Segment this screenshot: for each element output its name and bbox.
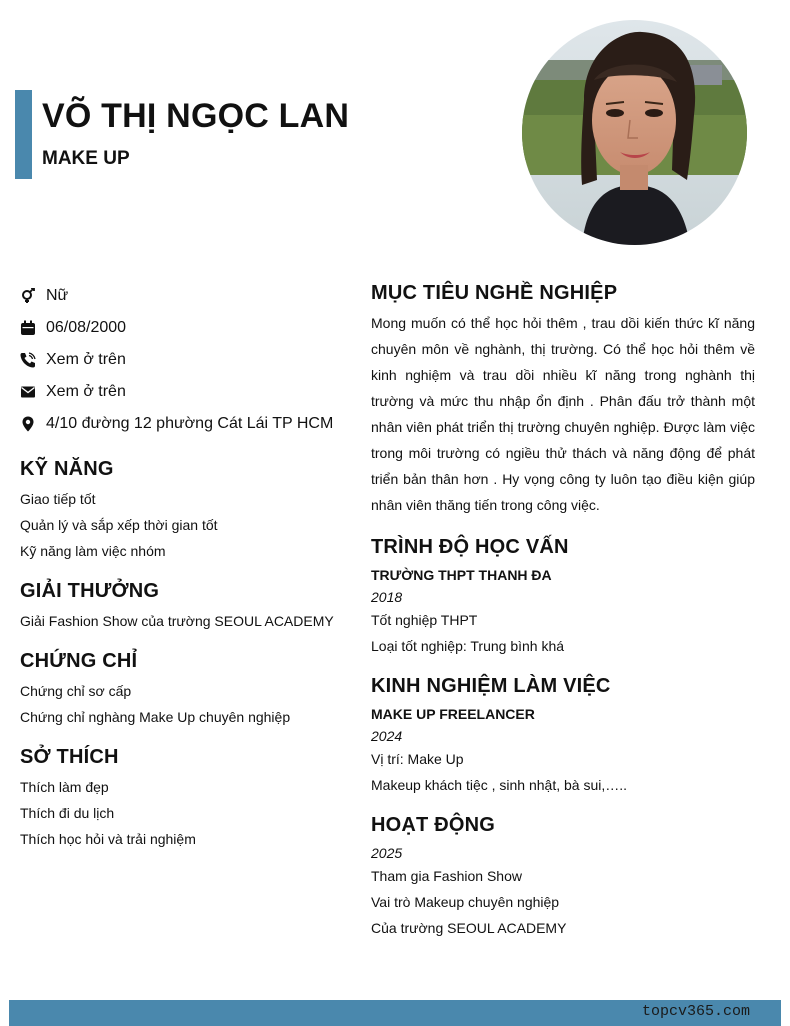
footer-bar [9,1000,781,1026]
skill-item: Kỹ năng làm việc nhóm [20,543,166,559]
education-line: Loại tốt nghiệp: Trung bình khá [371,638,565,654]
hobby-item: Thích đi du lịch [20,805,115,821]
contact-gender-text: Nữ [46,287,69,304]
left-column [20,280,350,852]
certificates-title: CHỨNG CHỈ [20,650,138,672]
awards-title: GIẢI THƯỞNG [20,580,160,602]
location-icon [20,416,36,432]
hobby-item: Thích làm đẹp [20,779,109,795]
certificate-item: Chứng chỉ sơ cấp [20,683,132,699]
contact-address [20,408,350,440]
skills-title: KỸ NĂNG [20,458,114,480]
objective-text: Mong muốn có thể học hỏi thêm , trau dồi kiến thức kĩ năng chuyên môn về nghành, thị trường. Có thể học hỏi thêm về kinh nghiệm và trau dồi nhiều kĩ năng trong nghành thị trường và mức thu nhập ổn định . Phân đấu trở thành một nhân viên phát triển thị trường chuyên nghiệp. Được làm việc trong môi trường có ngiều thử thách và năng động để phát triển bản thân hơn . Hy vọng công ty luôn tạo điều kiện giúp nhân viên thăng tiến trong công việc. [371,315,755,513]
experience-title: KINH NGHIỆM LÀM VIỆC [371,675,611,697]
experience-line: Vị trí: Make Up [371,751,464,767]
phone-icon [20,352,36,368]
skill-item: Quản lý và sắp xếp thời gian tốt [20,517,218,533]
name-accent-bar [15,90,32,179]
contact-phone [20,344,350,376]
contact-birthday-text: 06/08/2000 [46,319,127,336]
hobbies-title: SỞ THÍCH [20,746,119,768]
contact-email [20,376,350,408]
experience-year: 2024 [371,728,403,744]
job-title: MAKE UP [42,148,130,169]
candidate-name: VÕ THỊ NGỌC LAN [42,97,350,135]
activity-line: Tham gia Fashion Show [371,868,522,884]
education-year: 2018 [371,589,403,605]
award-item: Giải Fashion Show của trường SEOUL ACADEMY [20,613,334,629]
activities-year: 2025 [371,845,403,861]
contact-gender [20,280,350,312]
right-column [371,282,755,941]
contact-birthday [20,312,350,344]
skill-item: Giao tiếp tốt [20,491,96,507]
activity-line: Của trường SEOUL ACADEMY [371,920,567,936]
education-line: Tốt nghiệp THPT [371,612,478,628]
activity-line: Vai trò Makeup chuyên nghiệp [371,894,560,910]
profile-photo [522,20,747,245]
education-title: TRÌNH ĐỘ HỌC VẤN [371,536,569,558]
calendar-icon [20,320,36,336]
experience-line: Makeup khách tiệc , sinh nhật, bà sui,….. [371,777,628,793]
gender-icon [20,288,36,304]
education-school: TRƯỜNG THPT THANH ĐA [371,567,552,583]
certificate-item: Chứng chỉ nghàng Make Up chuyên nghiệp [20,709,291,725]
contact-phone-text: Xem ở trên [46,351,126,368]
contact-email-text: Xem ở trên [46,383,126,400]
hobby-item: Thích học hỏi và trải nghiệm [20,831,196,847]
objective-title: MỤC TIÊU NGHỀ NGHIỆP [371,282,618,304]
footer-site-link[interactable]: topcv365.com [641,1003,750,1020]
contact-address-text: 4/10 đường 12 phường Cát Lái TP HCM [46,415,334,432]
activities-title: HOẠT ĐỘNG [371,814,496,836]
email-icon [20,384,36,400]
experience-company: MAKE UP FREELANCER [371,706,535,722]
